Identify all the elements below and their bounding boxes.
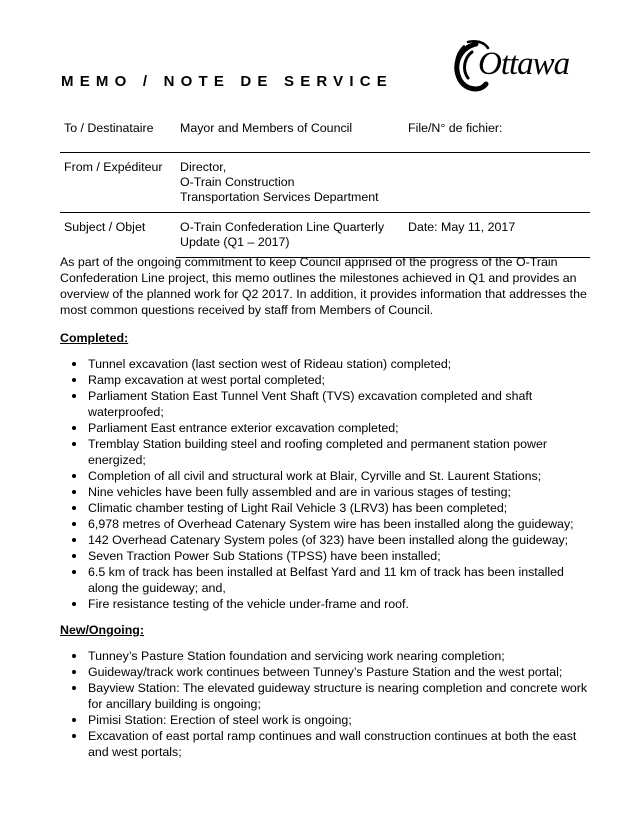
bullet-icon (72, 442, 76, 446)
list-item: 6,978 metres of Overhead Catenary System wire has been installed along the guideway; (60, 516, 588, 532)
subject-label: Subject / Objet (64, 220, 146, 234)
bullet-icon (72, 602, 76, 606)
list-item: Excavation of east portal ramp continues and wall construction continues at both the east and west portals; (60, 728, 588, 760)
bullet-icon (72, 362, 76, 366)
from-line: O-Train Construction (180, 175, 295, 189)
to-value: Mayor and Members of Council (176, 114, 404, 153)
list-item: Nine vehicles have been fully assembled and are in various stages of testing; (60, 484, 588, 500)
list-item: Bayview Station: The elevated guideway structure is nearing completion and concrete work for ancillary building is ongoing; (60, 680, 588, 712)
from-label: From / Expéditeur (60, 153, 176, 213)
bullet-icon (72, 490, 76, 494)
from-line: Director, (180, 160, 227, 174)
list-item: Pimisi Station: Erection of steel work is ongoing; (60, 712, 588, 728)
list-item: Parliament Station East Tunnel Vent Shaft (TVS) excavation completed and shaft waterproofed; (60, 388, 588, 420)
memo-title: MEMO / NOTE DE SERVICE (61, 73, 393, 90)
completed-list (60, 356, 588, 612)
list-item: Tunnel excavation (last section west of Rideau station) completed; (60, 356, 588, 372)
list-item: Tremblay Station building steel and roofing completed and permanent station power energized; (60, 436, 588, 468)
memo-date: Date: May 11, 2017 (404, 213, 590, 258)
list-item: Parliament East entrance exterior excavation completed; (60, 420, 588, 436)
list-item: Fire resistance testing of the vehicle under-frame and roof. (60, 596, 588, 612)
bullet-icon (72, 474, 76, 478)
to-label: To / Destinataire (60, 114, 176, 153)
list-item: Tunney’s Pasture Station foundation and servicing work nearing completion; (60, 648, 588, 664)
bullet-icon (72, 718, 76, 722)
bullet-icon (72, 522, 76, 526)
file-number-label: File/N° de fichier: (404, 114, 590, 153)
logo-wordmark: Ottawa (478, 46, 570, 82)
from-empty-cell (404, 153, 590, 213)
subject-value (176, 213, 404, 258)
from-value (176, 153, 404, 213)
subject-row (60, 213, 590, 258)
intro-paragraph: As part of the ongoing commitment to keep Council apprised of the progress of the O-Train Confederation Line project, this memo outlines the milestones achieved in Q1 and provides an overview of the planned work for Q2 2017. In addition, it provides information that addresses the most common questions received by staff from Members of Council. (60, 255, 587, 317)
completed-heading: Completed: (60, 331, 129, 345)
list-item: Seven Traction Power Sub Stations (TPSS) have been installed; (60, 548, 588, 564)
subject-line: Update (Q1 – 2017) (180, 235, 290, 249)
list-item: 6.5 km of track has been installed at Belfast Yard and 11 km of track has been installed along the guideway; and, (60, 564, 588, 596)
bullet-icon (72, 686, 76, 690)
ongoing-list (60, 648, 588, 760)
subject-line: O-Train Confederation Line Quarterly (180, 220, 385, 234)
list-item: Completion of all civil and structural work at Blair, Cyrville and St. Laurent Stations; (60, 468, 588, 484)
from-row (60, 153, 590, 213)
bullet-icon (72, 538, 76, 542)
memo-body (60, 254, 588, 770)
bullet-icon (72, 554, 76, 558)
to-row (60, 114, 590, 153)
bullet-icon (72, 670, 76, 674)
ongoing-heading: New/Ongoing: (60, 623, 144, 637)
bullet-icon (72, 570, 76, 574)
from-line: Transportation Services Department (180, 190, 379, 204)
bullet-icon (72, 394, 76, 398)
bullet-icon (72, 654, 76, 658)
memo-header-table (60, 114, 590, 258)
bullet-icon (72, 378, 76, 382)
list-item: Guideway/track work continues between Tunney’s Pasture Station and the west portal; (60, 664, 588, 680)
list-item: Climatic chamber testing of Light Rail Vehicle 3 (LRV3) has been completed; (60, 500, 588, 516)
city-of-ottawa-logo (446, 38, 574, 94)
bullet-icon (72, 426, 76, 430)
bullet-icon (72, 506, 76, 510)
list-item: Ramp excavation at west portal completed; (60, 372, 588, 388)
list-item: 142 Overhead Catenary System poles (of 323) have been installed along the guideway; (60, 532, 588, 548)
bullet-icon (72, 734, 76, 738)
